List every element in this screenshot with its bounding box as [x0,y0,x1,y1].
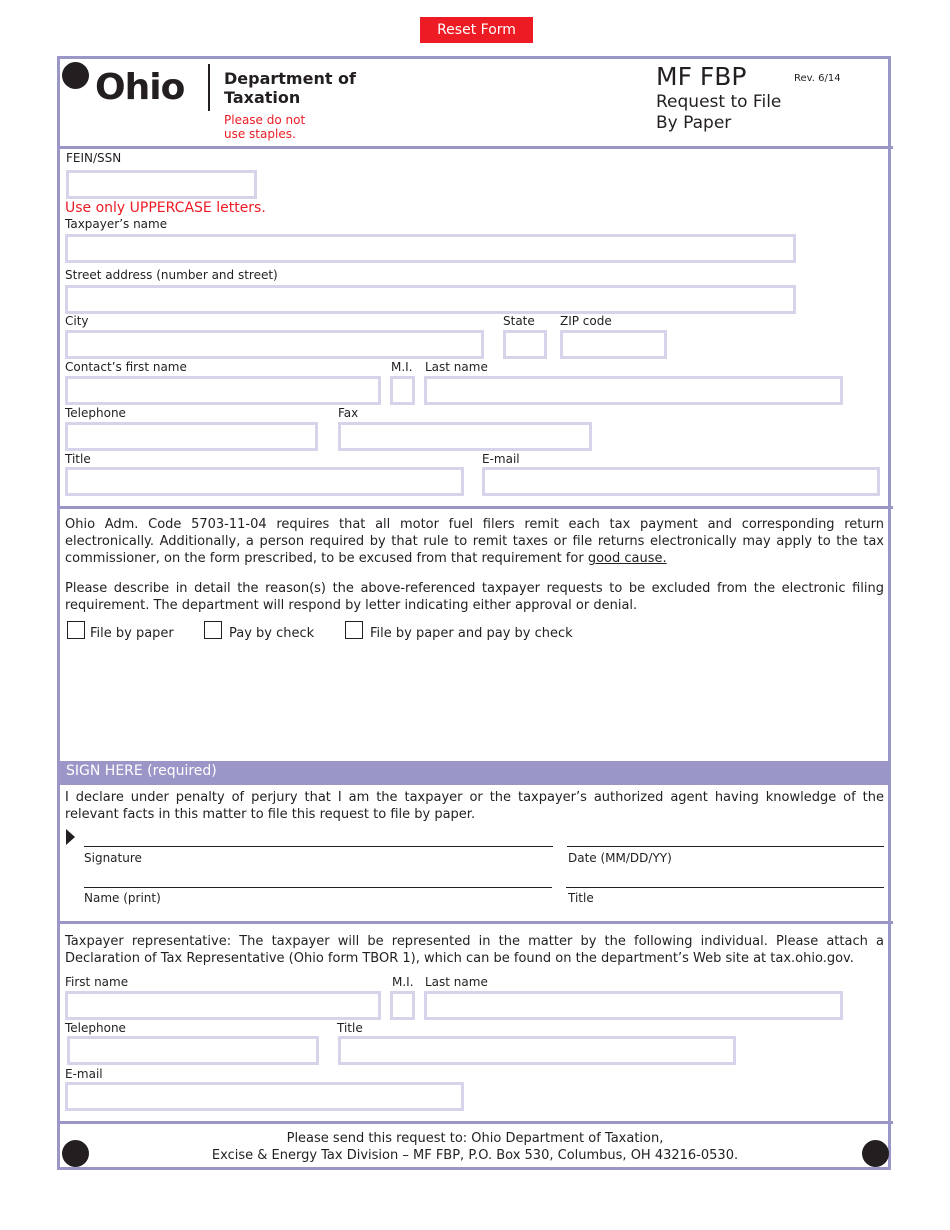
rep-telephone-label: Telephone [65,1021,126,1035]
rep-email-input[interactable] [65,1082,464,1111]
form-title-line-2: By Paper [656,113,732,133]
mailing-address-line-1: Please send this request to: Ohio Department of Taxation, [286,1131,664,1146]
instructions-paragraph: Please describe in detail the reason(s) the above-referenced taxpayer requests to be excluded from the electronic filing requirement. The department will respond by letter indicating either approval or denial. [65,581,884,613]
zip-code-input[interactable] [560,330,667,359]
state-label: State [503,314,535,328]
taxpayer-name-label: Taxpayer’s name [65,217,168,231]
telephone-input[interactable] [65,422,318,451]
rep-email-label: E-mail [65,1067,103,1081]
date-label: Date (MM/DD/YY) [568,851,672,865]
print-name-line[interactable] [84,887,552,888]
contact-mi-input[interactable] [390,376,415,405]
signature-line[interactable] [84,846,553,847]
sign-arrow-icon [66,829,75,845]
good-cause-link[interactable]: good cause. [587,551,667,566]
email-label: E-mail [482,452,520,466]
taxpayer-section-divider [57,506,893,509]
perjury-declaration: I declare under penalty of perjury that I am the taxpayer or the taxpayer’s authorized agent having knowledge of the relevant facts in this matter to file this request to file by paper. [65,790,884,822]
rep-mi-label: M.I. [392,975,414,989]
state-input[interactable] [503,330,547,359]
department-line-2: Taxation [224,88,301,107]
logo-divider [208,64,210,111]
signature-section-divider [57,921,893,924]
city-input[interactable] [65,330,484,359]
street-address-input[interactable] [65,285,796,314]
revision-date: Rev. 6/14 [794,73,841,84]
zip-code-label: ZIP code [560,314,612,328]
staples-note-line-2: use staples. [224,127,296,141]
fein-input[interactable] [66,170,257,199]
legal-paragraph [65,516,884,567]
title-label: Title [65,452,91,466]
punch-hole-icon [62,1140,89,1167]
signer-title-label: Title [568,891,594,905]
fax-label: Fax [338,406,359,420]
rep-first-name-label: First name [65,975,129,989]
email-input[interactable] [482,467,880,496]
title-input[interactable] [65,467,464,496]
form-title [656,92,781,134]
rep-title-input[interactable] [338,1036,736,1065]
staples-note [224,113,305,141]
fein-label: FEIN/SSN [66,151,122,165]
rep-last-name-input[interactable] [424,991,843,1020]
telephone-label: Telephone [65,406,126,420]
form-code: MF FBP [656,62,747,91]
signer-title-line[interactable] [566,887,884,888]
punch-hole-icon [862,1140,889,1167]
contact-last-name-label: Last name [425,360,488,374]
file-by-paper-label: File by paper [90,626,174,641]
reason-textarea[interactable] [66,648,888,760]
pay-by-check-checkbox[interactable] [204,621,222,639]
department-line-1: Department of [224,69,357,88]
rep-telephone-input[interactable] [67,1036,319,1065]
staples-note-line-1: Please do not [224,113,306,127]
date-line[interactable] [567,846,884,847]
city-label: City [65,314,89,328]
department-name [224,69,356,107]
representative-intro [65,933,884,967]
representative-text: The taxpayer will be represented in the matter by the following individual. Please attach a Declaration of Tax Representative (Ohio form TBOR 1), which can be found on the department’s Web site at tax.ohio.gov. [65,934,884,966]
signature-label: Signature [84,851,142,865]
sign-here-label: SIGN HERE (required) [66,763,217,779]
print-name-label: Name (print) [84,891,161,905]
fax-input[interactable] [338,422,592,451]
uppercase-note: Use only UPPERCASE letters. [65,200,266,216]
mailing-address [100,1130,850,1164]
representative-section-divider [57,1121,893,1124]
legal-text: Ohio Adm. Code 5703-11-04 requires that all motor fuel filers remit each tax payment and corresponding return electronically. Additionally, a person required by that rule to remit taxes or file returns electronically may apply to the tax commissioner, on the form prescribed, to be excused from that requirement for [65,517,884,566]
rep-mi-input[interactable] [390,991,415,1020]
header-divider [57,146,893,149]
mailing-address-line-2: Excise & Energy Tax Division – MF FBP, P.O. Box 530, Columbus, OH 43216-0530. [211,1148,739,1163]
rep-first-name-input[interactable] [65,991,381,1020]
contact-first-name-label: Contact’s first name [65,360,187,374]
contact-first-name-input[interactable] [65,376,381,405]
ohio-logo: Ohio [95,67,185,108]
sign-here-bar [59,761,891,785]
pay-by-check-label: Pay by check [229,626,315,641]
rep-last-name-label: Last name [425,975,488,989]
file-by-paper-checkbox[interactable] [67,621,85,639]
file-and-pay-label: File by paper and pay by check [370,626,573,641]
reset-form-button[interactable]: Reset Form [420,17,533,43]
rep-title-label: Title [337,1021,363,1035]
form-title-line-1: Request to File [656,92,782,112]
contact-last-name-input[interactable] [424,376,843,405]
street-address-label: Street address (number and street) [65,268,278,282]
punch-hole-icon [62,62,89,89]
representative-lead: Taxpayer representative: [65,934,232,949]
file-and-pay-checkbox[interactable] [345,621,363,639]
contact-mi-label: M.I. [391,360,413,374]
taxpayer-name-input[interactable] [65,234,796,263]
